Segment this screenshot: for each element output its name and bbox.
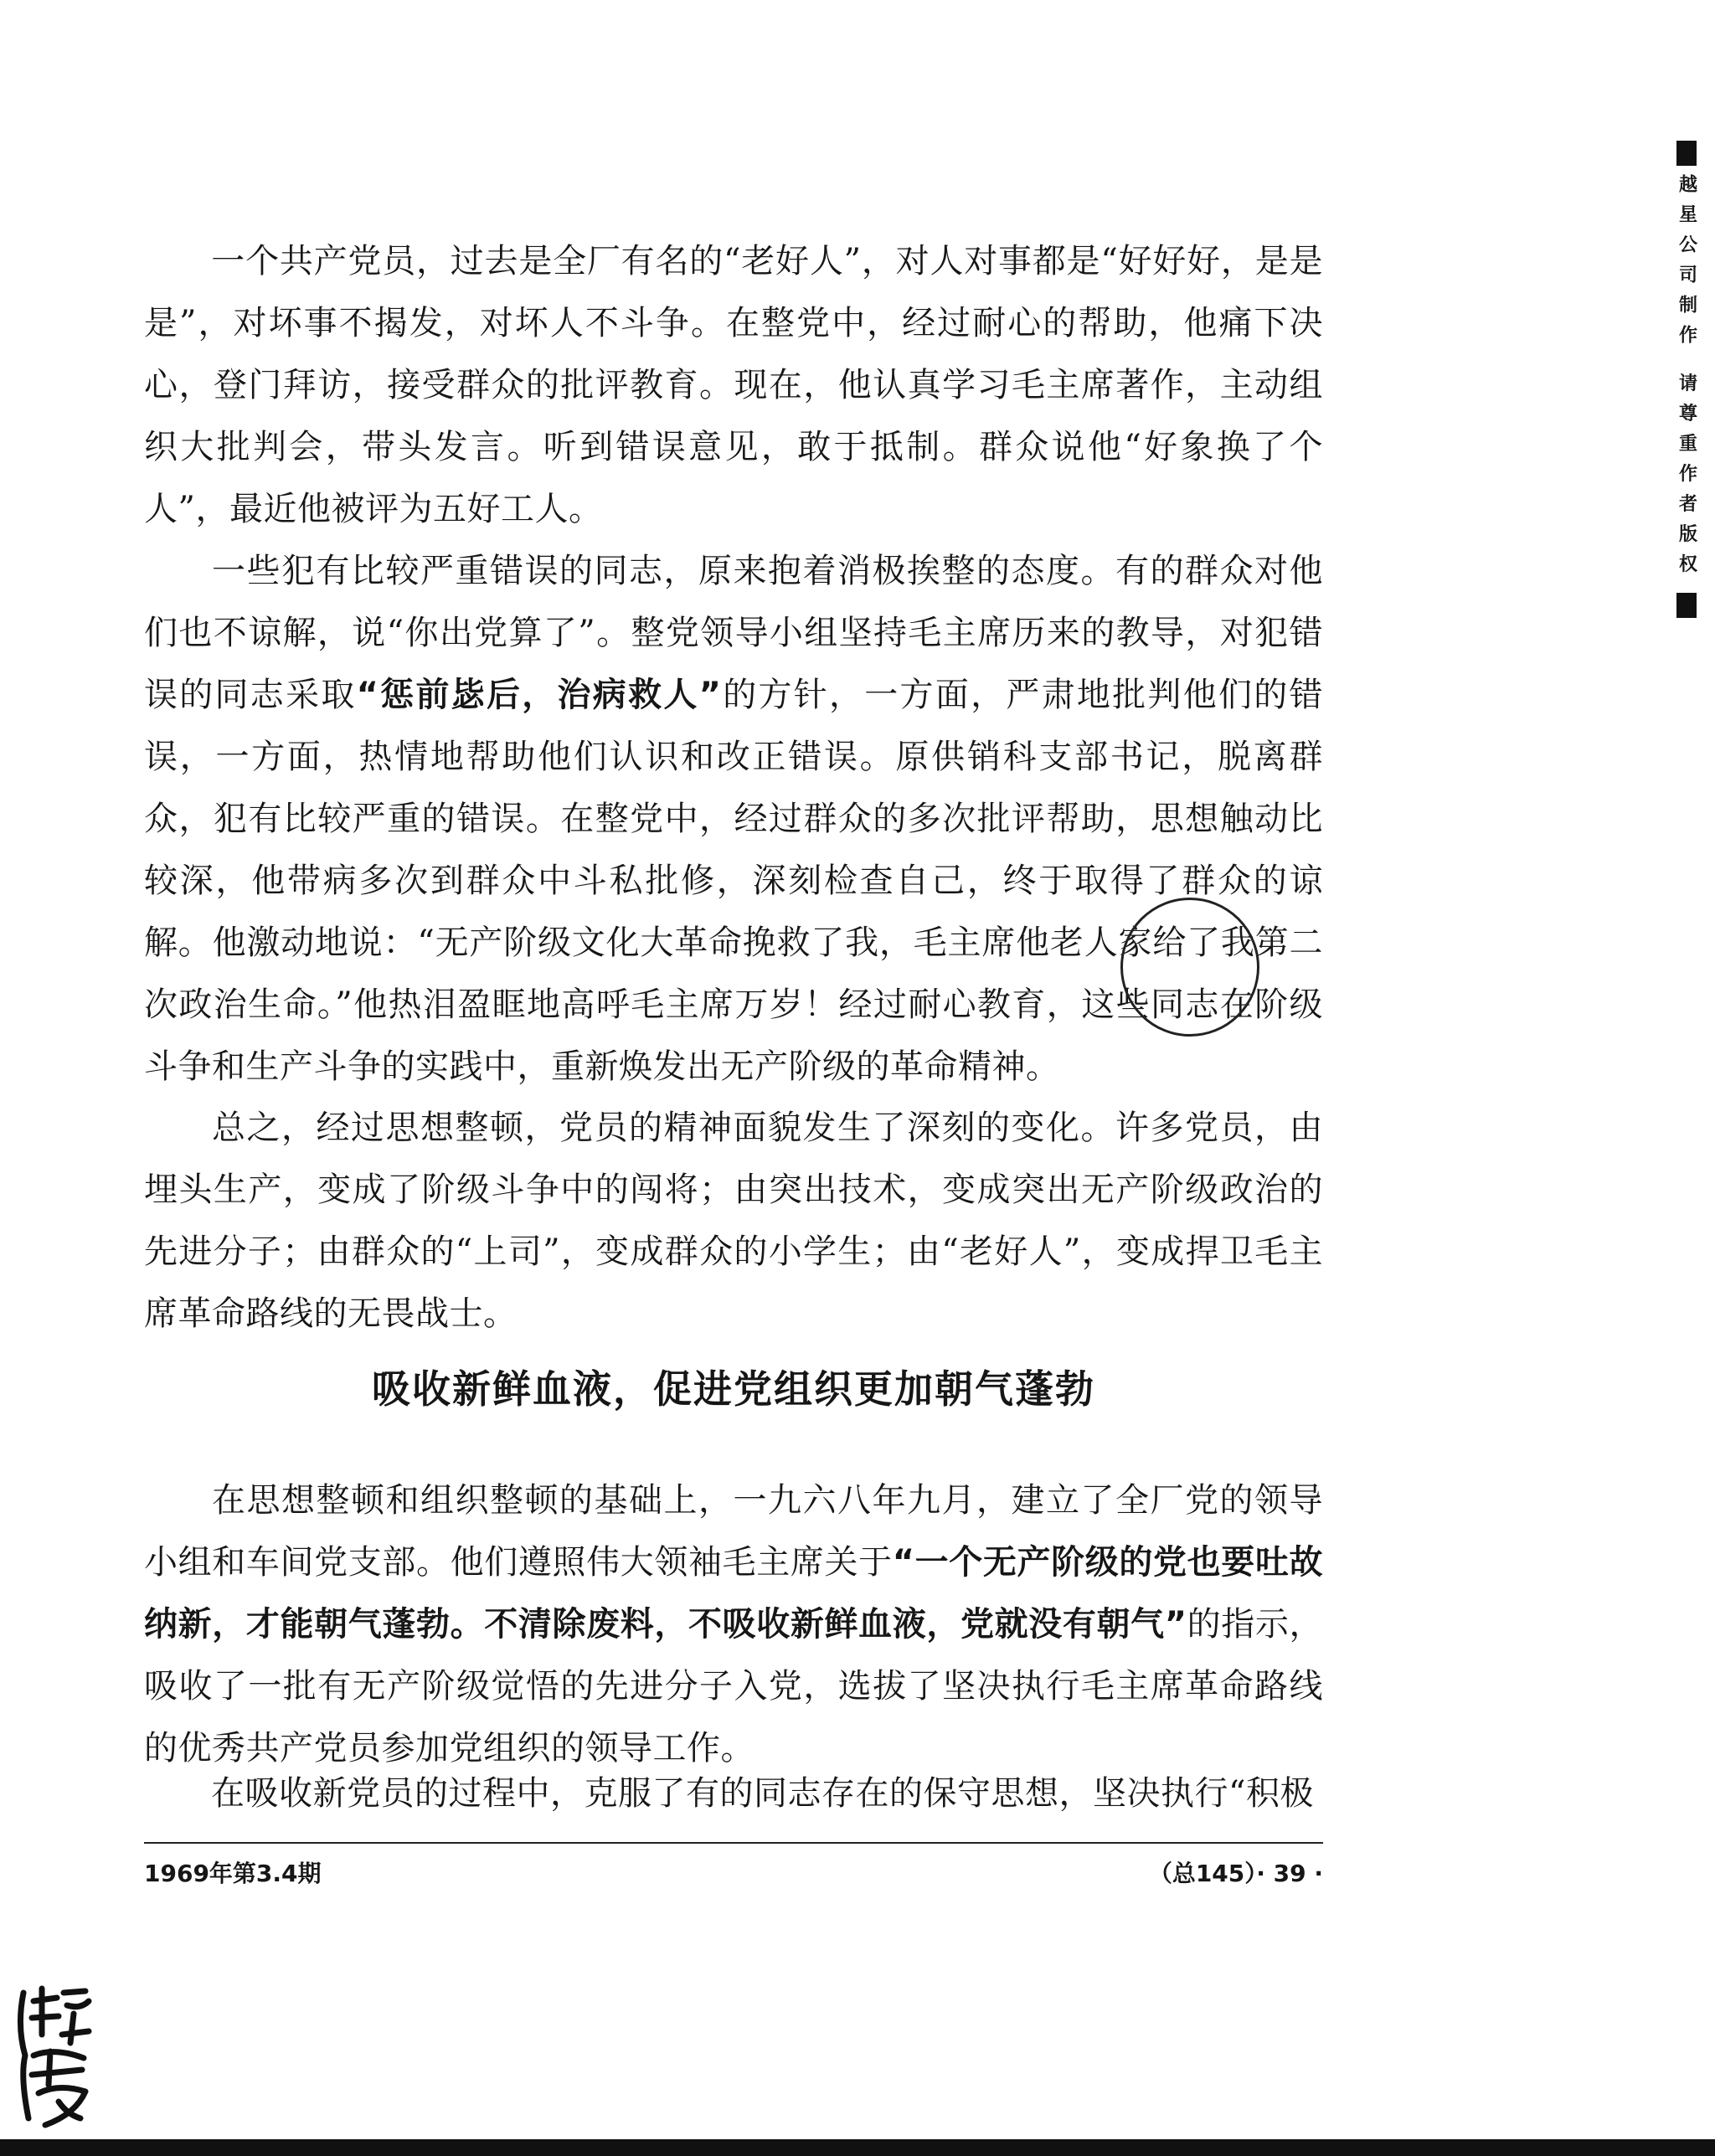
- section-heading: 吸收新鲜血液，促进党组织更加朝气蓬勃: [372, 1366, 1095, 1412]
- issue-label: 1969年第3.4期: [144, 1860, 322, 1887]
- scan-bottom-edge: [0, 2139, 1715, 2156]
- side-note-top-bar: [1676, 141, 1697, 166]
- paragraph-4-quote: “一个无产阶级的党也要吐故纳新，才能朝气蓬勃。不清除废料，不吸收新鲜血液，党就没有朝气”: [144, 1543, 1323, 1644]
- paragraph-4: [144, 1469, 1323, 1779]
- paragraph-4-text-before: 在思想整顿和组织整顿的基础上，一九六八年九月，建立了全厂党的领导小组和车间党支部。他们遵照伟大领袖毛主席关于: [144, 1481, 1323, 1582]
- copyright-side-note: [1668, 141, 1705, 618]
- paragraph-5-text: 在吸收新党员的过程中，克服了有的同志存在的保守思想，坚决执行“积极: [211, 1774, 1314, 1813]
- hand-drawn-circle-mark: [1120, 898, 1259, 1037]
- paragraph-1: [144, 230, 1323, 540]
- paragraph-5: [144, 1762, 1323, 1824]
- page-number: （总145）· 39 ·: [1148, 1860, 1323, 1887]
- paragraph-2-text-before: 一些犯有比较严重错误的同志，原来抱着消极挨整的态度。有的群众对他们也不谅解，说“你出党算了”。整党领导小组坚持毛主席历来的教导，对犯错误的同志采取: [144, 552, 1323, 714]
- paragraph-3: [144, 1097, 1323, 1345]
- side-note-text: 越星公司制作 请尊重作者版权: [1676, 174, 1697, 584]
- paragraph-3-text: 总之，经过思想整顿，党员的精神面貌发生了深刻的变化。许多党员，由埋头生产，变成了阶级斗争中的闯将；由突出技术，变成突出无产阶级政治的先进分子；由群众的“上司”，变成群众的小学生；由“老好人”，变成捍卫毛主席革命路线的无畏战士。: [144, 1109, 1323, 1333]
- paragraph-4-text-after: 的指示，吸收了一批有无产阶级觉悟的先进分子入党，选拔了坚决执行毛主席革命路线的优秀共产党员参加党组织的领导工作。: [144, 1605, 1323, 1768]
- paragraph-1-text: 一个共产党员，过去是全厂有名的“老好人”，对人对事都是“好好好，是是是”，对坏事不揭发，对坏人不斗争。在整党中，经过耐心的帮助，他痛下决心，登门拜访，接受群众的批评教育。现在，他认真学习毛主席著作，主动组织大批判会，带头发言。听到错误意见，敢于抵制。群众说他“好象换了个人”，最近他被评为五好工人。: [144, 242, 1323, 528]
- footer-rule: [144, 1842, 1323, 1844]
- paragraph-2-text-after: 的方针，一方面，严肃地批判他们的错误，一方面，热情地帮助他们认识和改正错误。原供销科支部书记，脱离群众，犯有比较严重的错误。在整党中，经过群众的多次批评帮助，思想触动比较深，他带病多次到群众中斗私批修，深刻检查自己，终于取得了群众的谅解。他激动地说：“无产阶级文化大革命挽救了我，毛主席他老人家给了我第二次政治生命。”他热泪盈眶地高呼毛主席万岁！经过耐心教育，这些同志在阶级斗争和生产斗争的实践中，重新焕发出无产阶级的革命精神。: [144, 676, 1324, 1086]
- side-note-bottom-bar: [1676, 593, 1697, 618]
- paragraph-2-quote: “惩前毖后，治病救人”: [356, 676, 722, 714]
- seal-stamp-icon: [8, 1976, 100, 2135]
